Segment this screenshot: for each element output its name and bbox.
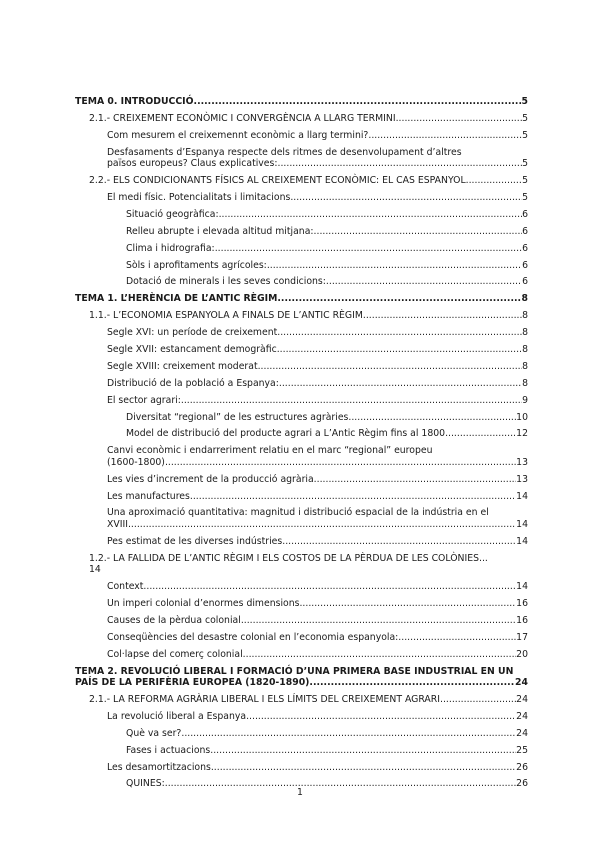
toc-entry[interactable] xyxy=(89,175,528,187)
toc-entry-title: Les vies d’increment de la producció agrària xyxy=(107,473,314,485)
toc-entry[interactable] xyxy=(107,507,528,530)
dot-leader xyxy=(210,745,516,757)
dot-leader xyxy=(246,711,516,723)
dot-leader xyxy=(396,113,522,125)
dot-leader xyxy=(241,615,516,627)
toc-entry-title: Dotació de minerals i les seves condicions: xyxy=(126,276,326,288)
toc-entry-title: El medi físic. Potencialitats i limitacions xyxy=(107,191,291,203)
dot-leader xyxy=(181,395,522,407)
toc-entry-page: 13 xyxy=(516,456,528,468)
toc-entry[interactable] xyxy=(89,310,528,322)
toc-entry-page: 5 xyxy=(522,175,528,187)
toc-entry-title: Conseqüències del desastre colonial en l’economia espanyola: xyxy=(107,631,399,643)
toc-entry-title-line1: Canvi econòmic i endarreriment relatiu en el marc “regional” europeu xyxy=(107,445,433,457)
toc-entry-title: 2.1.- CREIXEMENT ECONÒMIC I CONVERGÈNCIA A LLARG TERMINI xyxy=(89,112,396,124)
toc-entry[interactable] xyxy=(107,395,528,407)
toc-entry[interactable] xyxy=(107,649,528,661)
toc-entry-title: Clima i hidrografia: xyxy=(126,242,215,254)
toc-entry-title: Com mesurem el creixemennt econòmic a llarg termini? xyxy=(107,129,369,141)
toc-entry-page: 16 xyxy=(516,598,528,610)
toc-entry-title: XVIII xyxy=(107,518,128,530)
toc-entry[interactable] xyxy=(107,474,528,486)
toc-entry[interactable] xyxy=(107,632,528,644)
toc-entry[interactable] xyxy=(75,666,528,689)
toc-entry-page: 17 xyxy=(516,631,528,643)
dot-leader xyxy=(299,598,516,610)
toc-entry-page: 8 xyxy=(522,327,528,339)
toc-entry-title: Sòls i aprofitaments agrícoles: xyxy=(126,259,267,271)
toc-entry-page: 20 xyxy=(516,648,528,660)
toc-entry-page: 12 xyxy=(516,428,528,440)
toc-entry-title: La revolució liberal a Espanya xyxy=(107,710,247,722)
toc-entry-page: 13 xyxy=(516,473,528,485)
toc-entry-title: Segle XVIII: creixement moderat xyxy=(107,360,258,372)
toc-entry-page: 24 xyxy=(515,677,528,689)
dot-leader xyxy=(279,378,522,390)
dot-leader xyxy=(219,209,522,221)
toc-entry-title: PAÍS DE LA PERIFÈRIA EUROPEA (1820-1890) xyxy=(75,677,310,689)
dot-leader xyxy=(165,457,516,469)
toc-entry[interactable] xyxy=(107,598,528,610)
toc-entry-page: 14 xyxy=(516,490,528,502)
dot-leader xyxy=(363,310,522,322)
toc-entry-title: Les desamortitzacions xyxy=(107,761,211,773)
dot-leader xyxy=(368,130,522,142)
dot-leader xyxy=(326,276,522,288)
toc-entry-page: 5 xyxy=(522,191,528,203)
toc-entry-page: 6 xyxy=(522,242,528,254)
toc-entry[interactable] xyxy=(107,147,528,170)
toc-entry[interactable] xyxy=(126,428,528,440)
toc-entry-page: 6 xyxy=(522,276,528,288)
toc-entry[interactable] xyxy=(107,615,528,627)
toc-entry-title-line1: Una aproximació quantitativa: magnitud i distribució espacial de la indústria en el xyxy=(107,507,489,519)
toc-entry-page: 5 xyxy=(522,112,528,124)
toc-entry[interactable] xyxy=(107,378,528,390)
toc-entry-page: 8 xyxy=(522,360,528,372)
toc-entry-title: Causes de la pèrdua colonial xyxy=(107,614,241,626)
toc-entry-title-line1: Desfasaments d’Espanya respecte dels ritmes de desenvolupament d’altres xyxy=(107,146,462,158)
toc-entry[interactable] xyxy=(107,762,528,774)
table-of-contents xyxy=(75,96,528,795)
toc-entry-title: Segle XVII: estancament demogràfic xyxy=(107,343,277,355)
toc-entry-page: 25 xyxy=(516,744,528,756)
toc-entry-title: 1.1.- L’ECONOMIA ESPANYOLA A FINALS DE L’ANTIC RÈGIM xyxy=(89,310,363,322)
toc-entry-title: El sector agrari: xyxy=(107,394,181,406)
toc-entry-page: 26 xyxy=(516,778,528,790)
toc-entry-title: Què va ser? xyxy=(126,727,182,739)
toc-entry[interactable] xyxy=(126,728,528,740)
toc-entry[interactable] xyxy=(89,694,528,706)
toc-entry-page: 24 xyxy=(516,694,528,705)
toc-entry[interactable] xyxy=(126,226,528,238)
dot-leader xyxy=(314,474,516,486)
toc-entry-page: 5 xyxy=(521,96,528,107)
toc-entry-title: QUINES: xyxy=(126,778,165,790)
toc-entry[interactable] xyxy=(107,192,528,204)
dot-leader xyxy=(445,428,516,440)
toc-entry-title: (1600-1800) xyxy=(107,456,165,468)
toc-entry-page: 8 xyxy=(521,293,528,305)
toc-entry[interactable] xyxy=(75,293,528,305)
toc-entry[interactable] xyxy=(107,327,528,339)
toc-entry-page: 26 xyxy=(516,761,528,773)
dot-leader xyxy=(348,412,516,424)
dot-leader xyxy=(398,632,516,644)
toc-entry-title: Col·lapse del comerç colonial xyxy=(107,648,243,660)
dot-leader xyxy=(143,581,516,593)
toc-entry[interactable] xyxy=(107,130,528,142)
toc-entry-title: 2.1.- LA REFORMA AGRÀRIA LIBERAL I ELS LÍMITS DEL CREIXEMENT AGRARI xyxy=(89,694,440,705)
toc-entry[interactable] xyxy=(107,361,528,373)
toc-entry[interactable] xyxy=(126,209,528,221)
toc-entry-page: 6 xyxy=(522,208,528,220)
dot-leader xyxy=(314,226,523,238)
toc-entry-page: 9 xyxy=(522,394,528,406)
toc-entry-page: 8 xyxy=(522,310,528,322)
dot-leader xyxy=(190,491,516,503)
toc-entry-page: 16 xyxy=(516,614,528,626)
dot-leader xyxy=(181,728,516,740)
toc-entry-title: Pes estimat de les diverses indústries xyxy=(107,535,283,547)
toc-entry-title: 1.2.- LA FALLIDA DE L’ANTIC RÈGIM I ELS COSTOS DE LA PÈRDUA DE LES COLÒNIES... xyxy=(89,552,488,564)
dot-leader xyxy=(194,96,522,108)
toc-entry[interactable] xyxy=(107,536,528,548)
page-number: 1 xyxy=(297,787,303,798)
toc-entry-title: Relleu abrupte i elevada altitud mitjana: xyxy=(126,225,314,237)
dot-leader xyxy=(128,519,516,531)
dot-leader xyxy=(309,677,515,689)
dot-leader xyxy=(258,361,522,373)
toc-entry-page: 6 xyxy=(522,225,528,237)
toc-entry-title: Fases i actuacions xyxy=(126,744,211,756)
toc-entry[interactable] xyxy=(75,96,528,108)
toc-entry-page: 14 xyxy=(516,581,528,593)
toc-entry[interactable] xyxy=(107,445,528,468)
dot-leader xyxy=(277,327,522,339)
toc-entry-page: 5 xyxy=(522,158,528,170)
toc-entry[interactable] xyxy=(89,553,528,576)
toc-entry-title: Segle XVI: un període de creixement xyxy=(107,327,278,339)
toc-entry-page: 14 xyxy=(516,518,528,530)
toc-entry-page: 14 xyxy=(89,564,101,576)
toc-entry[interactable] xyxy=(107,491,528,503)
dot-leader xyxy=(278,158,523,170)
toc-entry[interactable] xyxy=(126,412,528,424)
toc-entry[interactable] xyxy=(107,344,528,356)
dot-leader xyxy=(277,344,522,356)
toc-entry[interactable] xyxy=(126,260,528,272)
dot-leader xyxy=(282,536,516,548)
toc-entry-title-line1: TEMA 2. REVOLUCIÓ LIBERAL I FORMACIÓ D’UNA PRIMERA BASE INDUSTRIAL EN UN xyxy=(75,665,514,677)
toc-entry[interactable] xyxy=(126,745,528,757)
toc-entry[interactable] xyxy=(107,581,528,593)
toc-entry-page: 24 xyxy=(516,710,528,722)
toc-entry[interactable] xyxy=(107,711,528,723)
dot-leader xyxy=(215,243,522,255)
toc-entry-title: TEMA 1. L’HERÈNCIA DE L’ANTIC RÈGIM xyxy=(75,293,278,305)
toc-entry-page: 10 xyxy=(516,411,528,423)
dot-leader xyxy=(243,649,516,661)
toc-entry-title: Situació geogràfica: xyxy=(126,208,219,220)
toc-entry-page: 6 xyxy=(522,259,528,271)
toc-entry-title: Les manufactures xyxy=(107,490,190,502)
toc-entry-page: 8 xyxy=(522,343,528,355)
toc-entry-title: Diversitat “regional” de les estructures agràries xyxy=(126,411,349,423)
toc-entry-page: 5 xyxy=(522,129,528,141)
toc-entry[interactable] xyxy=(89,113,528,125)
toc-entry-title: Context xyxy=(107,581,144,593)
toc-entry-page: 24 xyxy=(516,727,528,739)
toc-entry-title: 2.2.- ELS CONDICIONANTS FÍSICS AL CREIXEMENT ECONÒMIC: EL CAS ESPANYOL xyxy=(89,175,466,187)
toc-entry-title: Un imperi colonial d’enormes dimensions xyxy=(107,598,300,610)
dot-leader xyxy=(267,260,522,272)
dot-leader xyxy=(440,694,516,706)
toc-entry-title: Model de distribució del producte agrari a L’Antic Règim fins al 1800 xyxy=(126,428,446,440)
dot-leader xyxy=(466,175,522,187)
dot-leader xyxy=(290,192,522,204)
toc-entry-page: 14 xyxy=(516,535,528,547)
toc-entry-title: països europeus? Claus explicatives: xyxy=(107,158,278,170)
dot-leader xyxy=(211,762,516,774)
toc-entry[interactable] xyxy=(126,243,528,255)
toc-entry-title: Distribució de la població a Espanya: xyxy=(107,377,279,389)
toc-entry-title: TEMA 0. INTRODUCCIÓ xyxy=(75,96,194,107)
toc-entry[interactable] xyxy=(126,276,528,288)
toc-entry-page: 8 xyxy=(522,377,528,389)
dot-leader xyxy=(277,293,521,305)
